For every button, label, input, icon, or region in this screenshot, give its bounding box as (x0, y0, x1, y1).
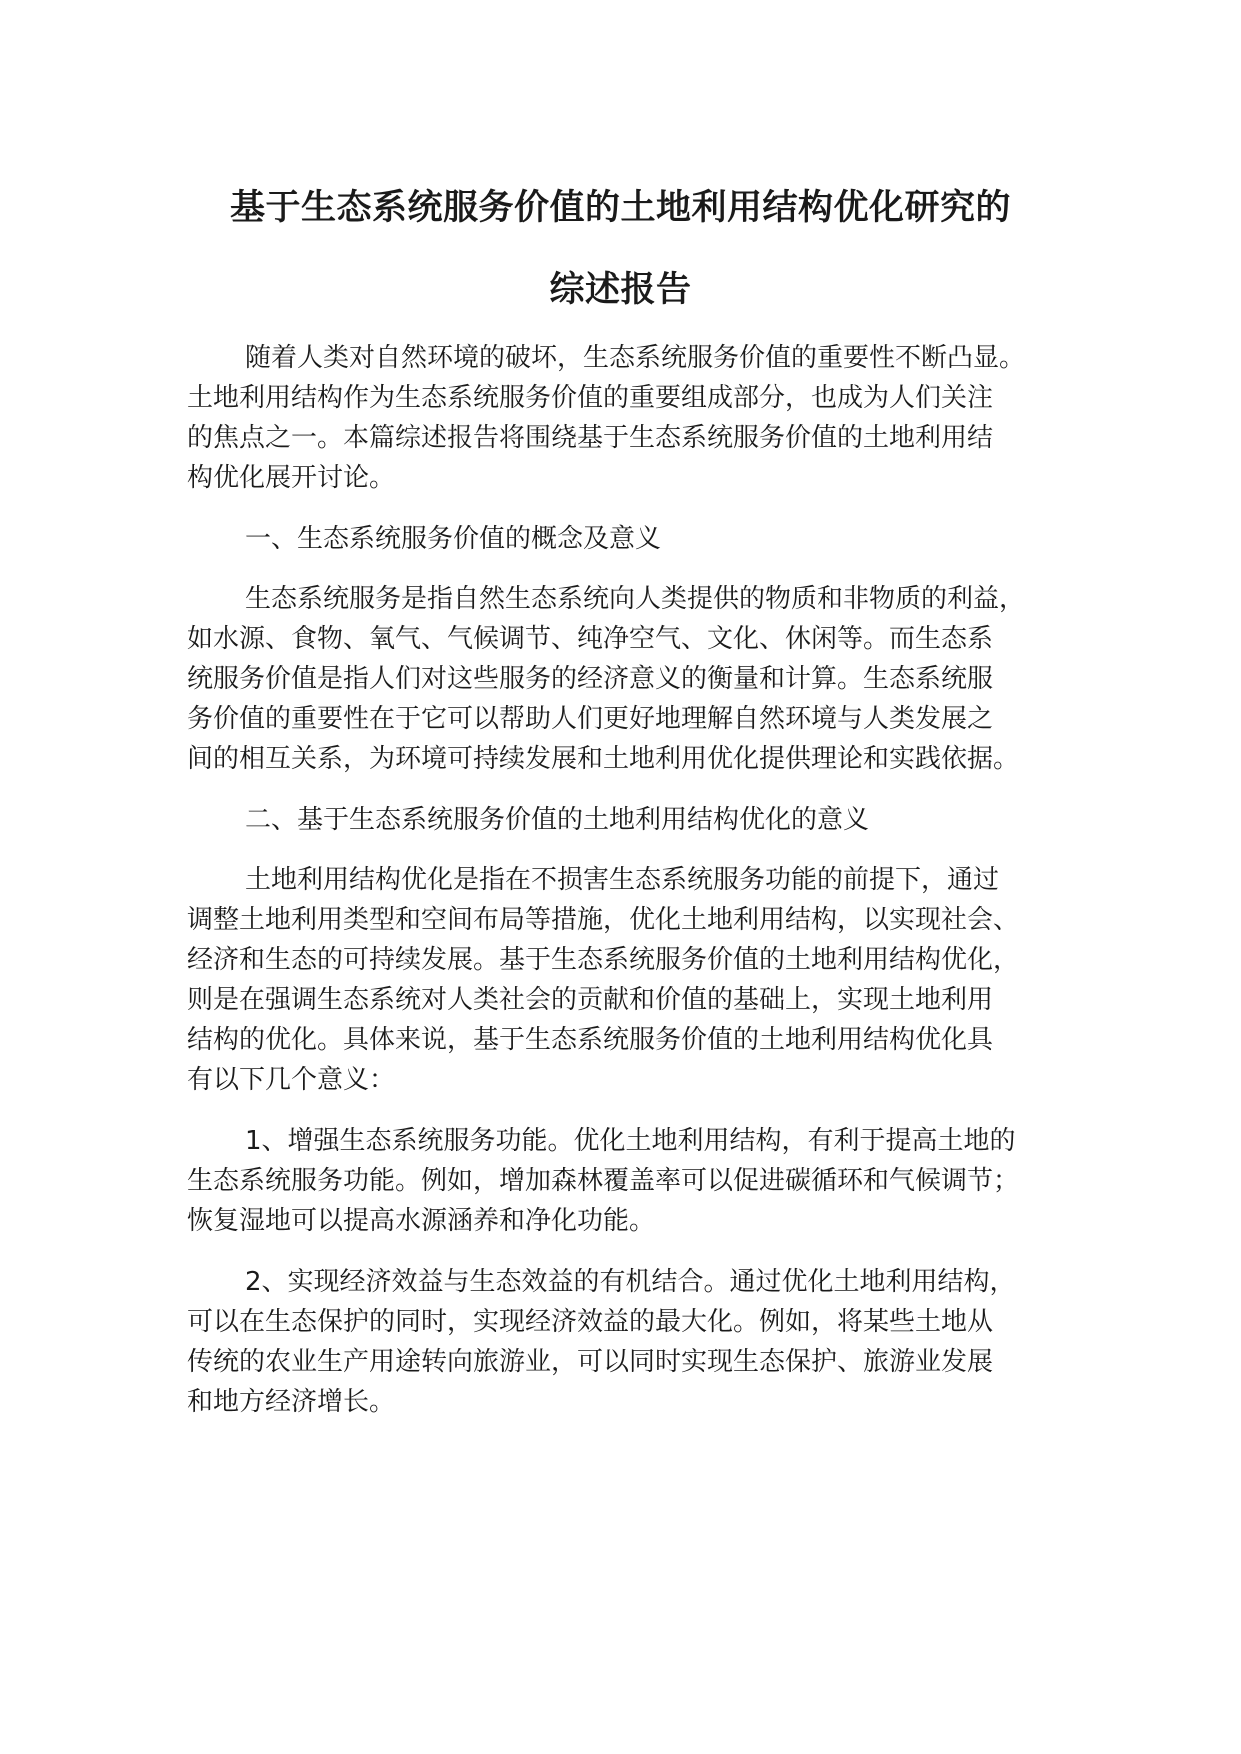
paragraph-line: 构优化展开讨论。 (187, 463, 396, 493)
paragraph-line: 则是在强调生态系统对人类社会的贡献和价值的基础上，实现土地利用 (187, 985, 994, 1015)
list-item-line: 和地方经济增长。 (187, 1387, 396, 1417)
paragraph-line: 调整土地利用类型和空间布局等措施，优化土地利用结构，以实现社会、 (187, 905, 1020, 935)
list-item-line: 2、实现经济效益与生态效益的有机结合。通过优化土地利用结构， (245, 1267, 1016, 1297)
section-heading: 一、生态系统服务价值的概念及意义 (245, 524, 662, 554)
section-heading: 二、基于生态系统服务价值的土地利用结构优化的意义 (245, 805, 870, 835)
paragraph-line: 的焦点之一。本篇综述报告将围绕基于生态系统服务价值的土地利用结 (187, 423, 994, 453)
paragraph-line: 如水源、食物、氧气、气候调节、纯净空气、文化、休闲等。而生态系 (187, 624, 994, 654)
list-item-line: 恢复湿地可以提高水源涵养和净化功能。 (187, 1206, 656, 1236)
paragraph-line: 随着人类对自然环境的破坏，生态系统服务价值的重要性不断凸显。 (245, 343, 1026, 373)
paragraph-line: 经济和生态的可持续发展。基于生态系统服务价值的土地利用结构优化， (187, 945, 1020, 975)
list-item-line: 可以在生态保护的同时，实现经济效益的最大化。例如，将某些土地从 (187, 1307, 994, 1337)
paragraph-line: 结构的优化。具体来说，基于生态系统服务价值的土地利用结构优化具 (187, 1025, 994, 1055)
paragraph-line: 生态系统服务是指自然生态系统向人类提供的物质和非物质的利益， (245, 584, 1026, 614)
paragraph-line: 土地利用结构优化是指在不损害生态系统服务功能的前提下，通过 (245, 865, 1000, 895)
list-item-line: 1、增强生态系统服务功能。优化土地利用结构，有利于提高土地的 (245, 1126, 1016, 1156)
list-item-line: 生态系统服务功能。例如，增加森林覆盖率可以促进碳循环和气候调节； (187, 1166, 1020, 1196)
paragraph-line: 务价值的重要性在于它可以帮助人们更好地理解自然环境与人类发展之 (187, 704, 994, 734)
paragraph-line: 土地利用结构作为生态系统服务价值的重要组成部分，也成为人们关注 (187, 383, 994, 413)
paragraph-line: 有以下几个意义： (187, 1065, 396, 1095)
document-title-line-1: 基于生态系统服务价值的土地利用结构优化研究的 (229, 188, 1011, 228)
paragraph-line: 间的相互关系，为环境可持续发展和土地利用优化提供理论和实践依据。 (187, 744, 1020, 774)
document-title-line-2: 综述报告 (549, 270, 692, 310)
list-item-line: 传统的农业生产用途转向旅游业，可以同时实现生态保护、旅游业发展 (187, 1347, 994, 1377)
paragraph-line: 统服务价值是指人们对这些服务的经济意义的衡量和计算。生态系统服 (187, 664, 994, 694)
